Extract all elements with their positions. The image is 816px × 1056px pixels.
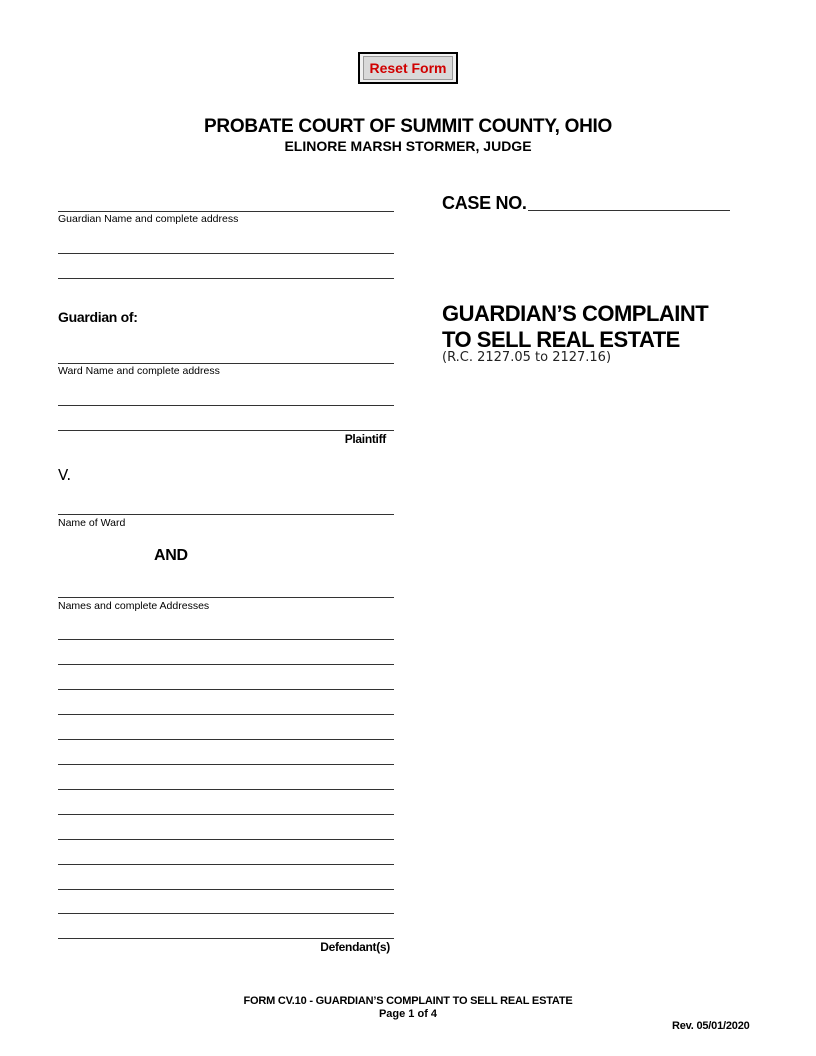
defendant-line-8[interactable] xyxy=(58,814,394,815)
defendants-label: Defendant(s) xyxy=(320,940,390,954)
court-title: PROBATE COURT OF SUMMIT COUNTY, OHIO xyxy=(204,116,612,137)
reset-form-button[interactable] xyxy=(358,52,458,84)
defendant-line-3[interactable] xyxy=(58,689,394,690)
defendant-line-6[interactable] xyxy=(58,764,394,765)
defendant-line-7[interactable] xyxy=(58,789,394,790)
names-addresses-label: Names and complete Addresses xyxy=(58,600,210,612)
defendant-line-13[interactable] xyxy=(58,938,394,939)
revision-date: Rev. 05/01/2020 xyxy=(672,1020,750,1032)
name-of-ward-label: Name of Ward xyxy=(58,517,126,529)
document-title-line-2: TO SELL REAL ESTATE xyxy=(442,327,680,352)
guardian-name-label: Guardian Name and complete address xyxy=(58,213,239,225)
document-title-line-1: GUARDIAN’S COMPLAINT xyxy=(442,301,709,326)
defendant-line-10[interactable] xyxy=(58,864,394,865)
ward-address-line-2[interactable] xyxy=(58,430,394,431)
defendant-line-9[interactable] xyxy=(58,839,394,840)
form-footer: FORM CV.10 - GUARDIAN’S COMPLAINT TO SELL REAL ESTATE xyxy=(243,995,573,1007)
ward-name-field[interactable] xyxy=(58,363,394,364)
guardian-address-line-2[interactable] xyxy=(58,278,394,279)
defendant-line-5[interactable] xyxy=(58,739,394,740)
guardian-name-field[interactable] xyxy=(58,211,394,212)
defendant-line-1[interactable] xyxy=(58,639,394,640)
plaintiff-label: Plaintiff xyxy=(344,432,386,446)
page-number: Page 1 of 4 xyxy=(378,1008,438,1020)
defendant-line-2[interactable] xyxy=(58,664,394,665)
guardian-of-label: Guardian of: xyxy=(58,309,138,325)
guardian-address-line-1[interactable] xyxy=(58,253,394,254)
defendant-line-12[interactable] xyxy=(58,913,394,914)
statute-reference: (R.C. 2127.05 to 2127.16) xyxy=(442,350,612,365)
case-no-field[interactable] xyxy=(528,210,730,211)
and-label: AND xyxy=(154,547,188,564)
defendant-line-4[interactable] xyxy=(58,714,394,715)
ward-name-label: Ward Name and complete address xyxy=(58,365,220,377)
case-no-label: CASE NO. xyxy=(442,193,527,213)
versus-label: V. xyxy=(58,466,72,484)
judge-name: ELINORE MARSH STORMER, JUDGE xyxy=(284,138,532,154)
reset-form-label: Reset Form xyxy=(363,56,453,80)
ward-address-line-1[interactable] xyxy=(58,405,394,406)
ward-name-defendant-field[interactable] xyxy=(58,514,394,515)
defendant-line-11[interactable] xyxy=(58,889,394,890)
document-title xyxy=(442,301,708,353)
defendants-name-field[interactable] xyxy=(58,597,394,598)
